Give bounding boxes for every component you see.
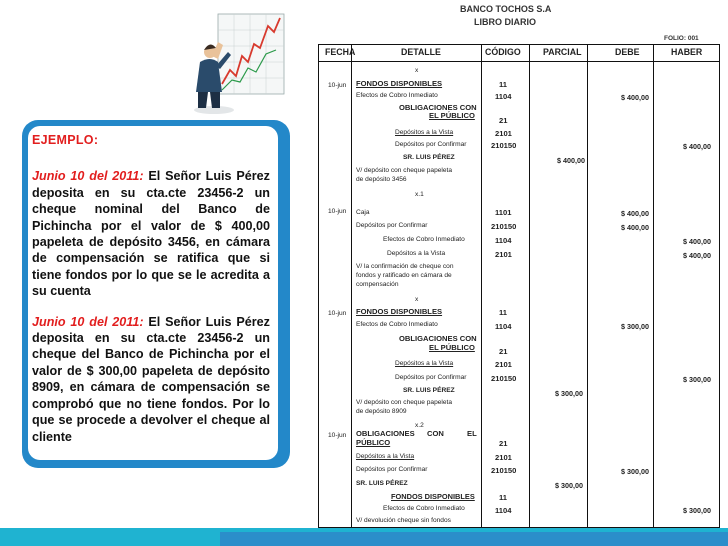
debe-amount: $ 300,00 (621, 322, 649, 331)
column-header: PARCIAL (543, 47, 582, 57)
account-name: OBLIGACIONES CON (399, 334, 477, 343)
account-name: Depósitos por Confirmar (395, 374, 467, 381)
haber-amount: $ 400,00 (683, 251, 711, 260)
debe-amount: $ 400,00 (621, 223, 649, 232)
column-divider (481, 45, 482, 527)
account-code: 1104 (495, 92, 512, 101)
account-code: 2101 (495, 129, 512, 138)
entry-mark: x.1 (415, 191, 424, 198)
entry-date: 10-jun (328, 208, 347, 215)
account-name: FONDOS DISPONIBLES (391, 492, 475, 501)
debe-amount: $ 400,00 (621, 209, 649, 218)
entry-note: compensación (356, 281, 399, 288)
footer-stripe-accent (220, 532, 728, 546)
account-name: Depósitos a la Vista (387, 250, 446, 257)
account-name: CON (427, 429, 444, 438)
account-code: 1101 (495, 208, 512, 217)
entry-mark: x (415, 296, 419, 303)
paragraph-2-date: Junio 10 del 2011: (32, 314, 144, 329)
account-code: 1104 (495, 322, 512, 331)
entry-note: V/ depósito con cheque papeleta (356, 399, 453, 406)
example-card (28, 126, 278, 460)
paragraph-1-text: El Señor Luis Pérez deposita en su cta.cte 23456-2 un cheque nominal del Banco de Pichincha por el valor de $ 400,00 papeleta de depósito 3456, en cámara de compensación se ratifica que si tiene fondos por lo que se le acredita a su cuenta (32, 169, 270, 299)
entry-note: fondos y ratificado en cámara de (356, 272, 452, 279)
column-header: CÓDIGO (485, 47, 521, 57)
account-code: 210150 (491, 222, 517, 231)
account-code: 210150 (491, 466, 517, 475)
account-name: OBLIGACIONES (356, 429, 415, 438)
journal-table (318, 44, 720, 528)
account-name: Efectos de Cobro Inmediato (356, 92, 438, 99)
entry-note: V/ la confirmación de cheque con (356, 263, 454, 270)
column-divider (587, 45, 588, 527)
account-name: EL PÚBLICO (429, 111, 475, 120)
account-name: SR. LUIS PÉREZ (403, 387, 455, 394)
account-name: OBLIGACIONES CON (399, 103, 477, 112)
account-name: Depósitos a la Vista (356, 453, 415, 460)
account-code: 1104 (495, 506, 512, 515)
column-header: DETALLE (401, 47, 441, 57)
account-code: 1104 (495, 236, 512, 245)
column-header: FECHA (325, 47, 356, 57)
entry-note: V/ devolución cheque sin fondos (356, 517, 451, 524)
account-name: Depósitos por Confirmar (395, 141, 467, 148)
example-title: EJEMPLO: (32, 133, 99, 147)
column-divider (351, 45, 352, 527)
account-code: 21 (499, 439, 508, 448)
account-name: Depósitos a la Vista (395, 129, 454, 136)
account-name: Depósitos a la Vista (395, 360, 454, 367)
business-chart-illustration (176, 10, 288, 122)
account-code: 2101 (495, 453, 512, 462)
entry-date: 10-jun (328, 82, 347, 89)
entry-note: de depósito 8909 (356, 408, 407, 415)
entry-note: V/ depósito con cheque papeleta (356, 167, 453, 174)
account-name: EL PÚBLICO (429, 343, 475, 352)
parcial-amount: $ 300,00 (555, 389, 583, 398)
account-name: Efectos de Cobro Inmediato (383, 505, 465, 512)
column-divider (529, 45, 530, 527)
haber-amount: $ 300,00 (683, 506, 711, 515)
column-header: DEBE (615, 47, 640, 57)
account-name: SR. LUIS PÉREZ (403, 154, 455, 161)
debe-amount: $ 300,00 (621, 467, 649, 476)
account-code: 11 (499, 493, 508, 502)
haber-amount: $ 300,00 (683, 375, 711, 384)
libro-diario (298, 0, 728, 528)
account-code: 2101 (495, 360, 512, 369)
folio-number: FOLIO: 001 (664, 35, 699, 42)
account-name: FONDOS DISPONIBLES (356, 79, 443, 88)
book-title: LIBRO DIARIO (474, 17, 536, 27)
account-name: Efectos de Cobro Inmediato (356, 321, 438, 328)
account-name: FONDOS DISPONIBLES (356, 307, 443, 316)
example-paragraph-2 (32, 314, 270, 445)
account-code: 21 (499, 347, 508, 356)
account-name: SR. LUIS PÉREZ (356, 480, 408, 487)
account-code: 11 (499, 80, 508, 89)
entry-mark: x (415, 67, 419, 74)
table-header (319, 45, 719, 62)
account-code: 210150 (491, 141, 517, 150)
paragraph-1-date: Junio 10 del 2011: (32, 169, 144, 184)
account-name: Depósitos por Confirmar (356, 222, 428, 229)
account-name: Caja (356, 209, 370, 216)
parcial-amount: $ 400,00 (557, 156, 585, 165)
account-name: Efectos de Cobro Inmediato (383, 236, 465, 243)
account-code: 2101 (495, 250, 512, 259)
haber-amount: $ 400,00 (683, 142, 711, 151)
example-paragraph-1 (32, 168, 270, 299)
entry-date: 10-jun (328, 310, 347, 317)
bank-name: BANCO TOCHOS S.A (460, 4, 552, 14)
entry-note: de depósito 3456 (356, 176, 407, 183)
account-code: 11 (499, 308, 508, 317)
entry-date: 10-jun (328, 432, 347, 439)
column-divider (653, 45, 654, 527)
entry-mark: x.2 (415, 422, 424, 429)
account-code: 21 (499, 116, 508, 125)
account-name: Depósitos por Confirmar (356, 466, 428, 473)
column-header: HABER (671, 47, 703, 57)
account-name: PÚBLICO (356, 438, 391, 447)
debe-amount: $ 400,00 (621, 93, 649, 102)
parcial-amount: $ 300,00 (555, 481, 583, 490)
haber-amount: $ 400,00 (683, 237, 711, 246)
paragraph-2-text: El Señor Luis Pérez deposita en su cta.cte 23456-2 un cheque del Banco de Pichincha por el valor de $ 300,00 papeleta de depósito 8909, en cámara de compensación se comprobó que no tiene fondos. Por lo que se procede a devolver el cheque al cliente (32, 314, 270, 444)
account-name: EL (467, 429, 477, 438)
example-panel (22, 120, 290, 468)
account-code: 210150 (491, 374, 517, 383)
